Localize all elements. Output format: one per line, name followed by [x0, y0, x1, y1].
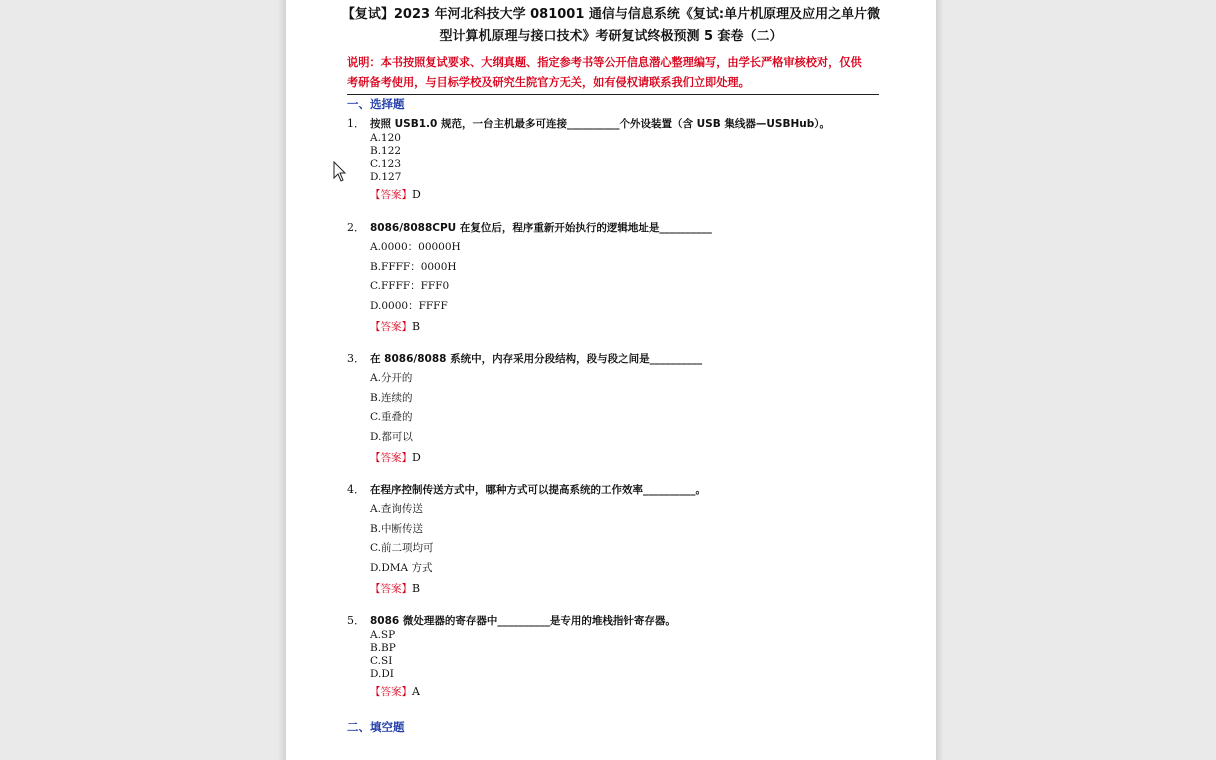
question-text: 按照 USB1.0 规范，一台主机最多可连接__________个外设装置（含 USB 集线器—USBHub）。 — [370, 118, 831, 130]
option-c: C.FFFF：FFF0 — [370, 280, 450, 293]
answer-value: B — [412, 581, 421, 595]
question-text: 在程序控制传送方式中，哪种方式可以提高系统的工作效率__________。 — [370, 484, 706, 496]
page-shadow-right — [936, 0, 944, 760]
option-d: D.0000：FFFF — [370, 300, 448, 313]
question-text: 在 8086/8088 系统中，内存采用分段结构，段与段之间是__________ — [370, 353, 703, 365]
option-a: A.120 — [370, 132, 401, 144]
option-d: D.都可以 — [370, 431, 413, 444]
option-b: B.连续的 — [370, 391, 413, 404]
question-number: 1． — [347, 117, 365, 130]
question-1 — [347, 116, 907, 203]
option-a: A.分开的 — [370, 372, 413, 384]
answer-label: 【答案】 — [370, 189, 412, 201]
option-c: C.123 — [370, 158, 402, 170]
option-c: C.重叠的 — [370, 411, 413, 424]
title-line-1: 【复试】2023 年河北科技大学 081001 通信与信息系统《复试:单片机原理及应用之单片微 — [341, 7, 881, 22]
option-a: A.0000：00000H — [370, 241, 461, 253]
answer-line — [370, 448, 907, 469]
answer-value: A — [412, 685, 420, 698]
option-c: C.SI — [370, 655, 393, 667]
answer-line — [370, 684, 907, 700]
answer-line — [370, 317, 907, 338]
answer-label: 【答案】 — [370, 320, 412, 333]
page-shadow-left — [278, 0, 286, 760]
question-4 — [347, 482, 907, 600]
question-5 — [347, 613, 907, 700]
answer-value: D — [412, 188, 421, 201]
answer-value: B — [412, 319, 421, 333]
question-2 — [347, 220, 907, 338]
option-a: A.SP — [370, 629, 396, 641]
option-b: B.BP — [370, 642, 396, 654]
answer-label: 【答案】 — [370, 686, 412, 698]
note-line-1: 说明：本书按照复试要求、大纲真题、指定参考书等公开信息潜心整理编写，由学长严格审核校对，仅供 — [347, 56, 862, 69]
option-a: A.查询传送 — [370, 503, 423, 515]
question-text: 8086/8088CPU 在复位后，程序重新开始执行的逻辑地址是__________ — [370, 222, 712, 234]
section-heading-fill-in: 二、填空题 — [347, 720, 405, 734]
option-d: D.DMA 方式 — [370, 562, 433, 575]
question-number: 2． — [347, 221, 365, 234]
title-line-2: 型计算机原理与接口技术》考研复试终极预测 5 套卷（二） — [439, 29, 783, 44]
answer-line — [370, 579, 907, 600]
answer-value: D — [412, 450, 421, 464]
note-line-2: 考研备考使用，与目标学校及研究生院官方无关，如有侵权请联系我们立即处理。 — [347, 76, 750, 89]
option-d: D.DI — [370, 668, 394, 680]
option-c: C.前二项均可 — [370, 542, 434, 555]
document-title — [316, 4, 906, 48]
section-heading-choice: 一、选择题 — [347, 97, 405, 111]
answer-label: 【答案】 — [370, 582, 412, 595]
option-b: B.中断传送 — [370, 522, 424, 535]
question-number: 5． — [347, 614, 365, 627]
question-number: 4． — [347, 483, 365, 496]
option-b: B.FFFF：0000H — [370, 260, 457, 273]
question-number: 3． — [347, 352, 365, 365]
answer-label: 【答案】 — [370, 451, 412, 464]
mouse-pointer-icon — [333, 161, 347, 183]
disclaimer-note — [347, 53, 879, 95]
option-d: D.127 — [370, 171, 402, 183]
question-3 — [347, 351, 907, 469]
option-b: B.122 — [370, 145, 402, 157]
document-page — [286, 0, 936, 760]
answer-line — [370, 187, 907, 203]
question-text: 8086 微处理器的寄存器中__________是专用的堆栈指针寄存器。 — [370, 615, 676, 627]
